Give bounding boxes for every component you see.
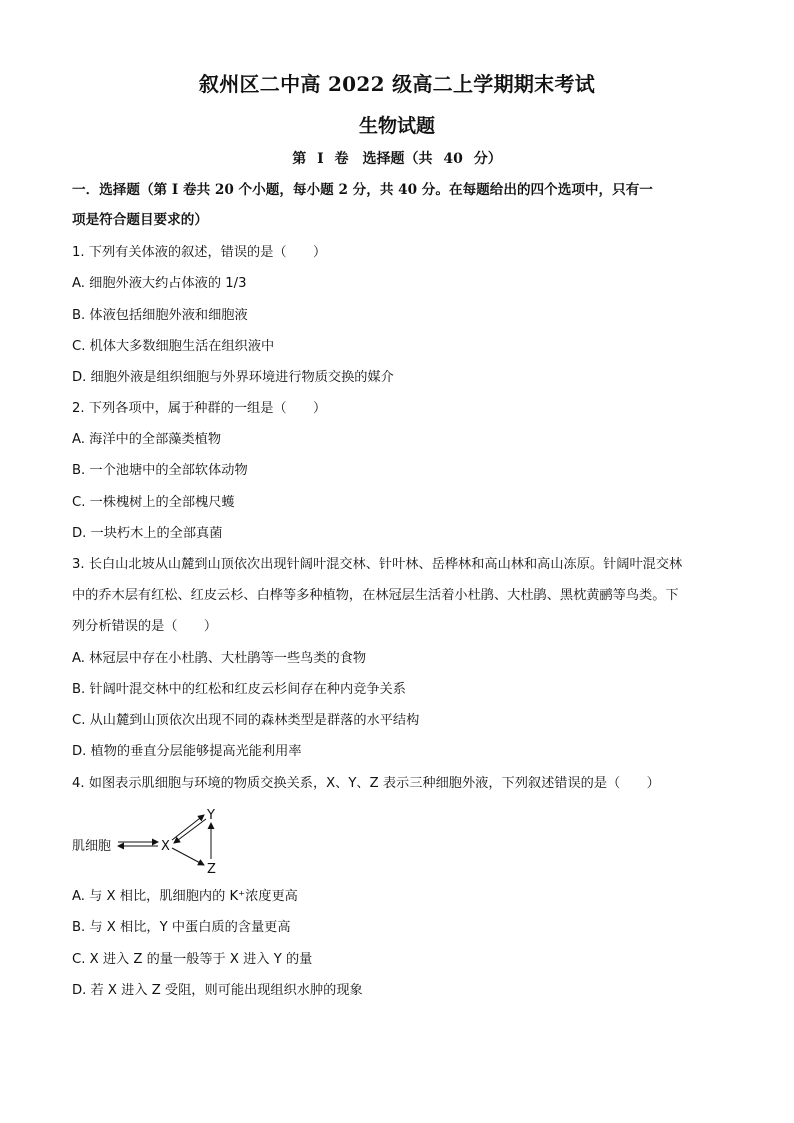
question-2-option-a: A. 海洋中的全部藻类植物: [72, 432, 222, 447]
question-3-option-d: D. 植物的垂直分层能够提高光能利用率: [72, 744, 302, 759]
question-1-stem: 1. 下列有关体液的叙述，错误的是（ ）: [72, 245, 327, 260]
question-3-option-b: B. 针阔叶混交林中的红松和红皮云杉间存在种内竞争关系: [72, 682, 406, 697]
question-1-option-b: B. 体液包括细胞外液和细胞液: [72, 308, 248, 323]
question-4-stem: 4. 如图表示肌细胞与环境的物质交换关系，X、Y、Z 表示三种细胞外液，下列叙述错误的是（ ）: [72, 776, 660, 791]
arrow-x-to-z: [172, 848, 204, 865]
arrow-x-to-y: [172, 815, 204, 840]
instruction-line-2: 项是符合题目要求的）: [72, 212, 208, 228]
question-1-option-a: A. 细胞外液大约占体液的 1/3: [72, 276, 247, 291]
question-3-option-a: A. 林冠层中存在小杜鹃、大杜鹃等一些鸟类的食物: [72, 651, 367, 666]
question-4-option-b: B. 与 X 相比，Y 中蛋白质的含量更高: [72, 920, 291, 935]
exchange-diagram: [70, 805, 240, 877]
question-2-option-d: D. 一块朽木上的全部真菌: [72, 526, 223, 541]
question-4-option-d: D. 若 X 进入 Z 受阻，则可能出现组织水肿的现象: [72, 983, 363, 998]
question-2-option-c: C. 一株槐树上的全部槐尺蠖: [72, 495, 235, 510]
muscle-cell-label: 肌细胞: [72, 839, 112, 854]
y-label: Y: [207, 808, 215, 823]
question-2-stem: 2. 下列各项中，属于种群的一组是（ ）: [72, 401, 327, 416]
question-2-option-b: B. 一个池塘中的全部软体动物: [72, 463, 248, 478]
z-label: Z: [207, 862, 216, 877]
arrow-y-to-x: [174, 819, 206, 843]
section-heading: 第 I 卷 选择题（共 40 分）: [292, 151, 502, 167]
x-label: X: [161, 839, 170, 854]
question-3-stem-line-1: 3. 长白山北坡从山麓到山顶依次出现针阔叶混交林、针叶林、岳桦林和高山林和高山冻原。针阔叶混交林: [72, 557, 683, 572]
exam-subject: 生物试题: [358, 115, 435, 137]
question-3-stem-line-3: 列分析错误的是（ ）: [72, 619, 218, 634]
question-4-option-a: A. 与 X 相比，肌细胞内的 K⁺浓度更高: [72, 889, 298, 904]
instruction-line-1: 一．选择题（第 I 卷共 20 个小题，每小题 2 分，共 40 分。在每题给出的四个选项中，只有一: [72, 182, 653, 198]
exam-title: 叙州区二中高 2022 级高二上学期期末考试: [198, 72, 596, 96]
question-1-option-c: C. 机体大多数细胞生活在组织液中: [72, 339, 275, 354]
question-3-option-c: C. 从山麓到山顶依次出现不同的森林类型是群落的水平结构: [72, 713, 420, 728]
question-3-stem-line-2: 中的乔木层有红松、红皮云杉、白桦等多种植物，在林冠层生活着小杜鹃、大杜鹃、黑枕黄鹂等鸟类。下: [72, 588, 679, 603]
question-1-option-d: D. 细胞外液是组织细胞与外界环境进行物质交换的媒介: [72, 370, 394, 385]
question-4-option-c: C. X 进入 Z 的量一般等于 X 进入 Y 的量: [72, 952, 313, 967]
